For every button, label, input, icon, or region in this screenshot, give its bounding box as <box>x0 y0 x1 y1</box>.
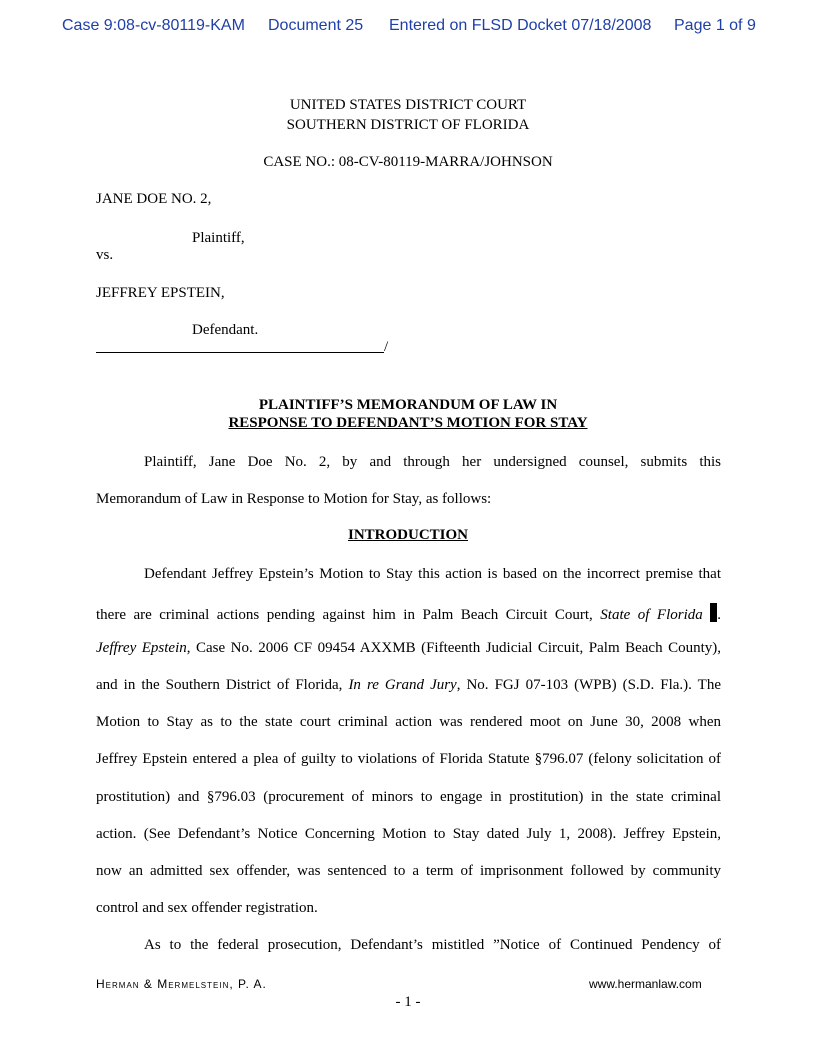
body-line: As to the federal prosecution, Defendant’s mistitled ”Notice of Continued Pendency of <box>144 937 721 953</box>
plaintiff-name: JANE DOE NO. 2, <box>96 191 212 207</box>
header-page-count: Page 1 of 9 <box>674 17 756 34</box>
page-number: - 1 - <box>395 994 421 1010</box>
header-case-number: Case 9:08-cv-80119-KAM <box>62 17 245 34</box>
body-line: Defendant Jeffrey Epstein’s Motion to Stay this action is based on the incorrect premise that <box>144 566 721 582</box>
intro-line-2: Memorandum of Law in Response to Motion for Stay, as follows: <box>96 491 492 507</box>
plaintiff-role: Plaintiff, <box>192 230 245 246</box>
header-document-number: Document 25 <box>268 17 364 34</box>
footer-website: www.hermanlaw.com <box>589 977 702 991</box>
footer-firm-name: Herman & Mermelstein, P. A. <box>96 977 267 991</box>
body-line <box>96 677 721 694</box>
memorandum-subtitle: RESPONSE TO DEFENDANT’S MOTION FOR STAY <box>228 415 588 431</box>
header-docket-entry: Entered on FLSD Docket 07/18/2008 <box>389 17 652 34</box>
body-line: now an admitted sex offender, was sentenced to a term of imprisonment followed by community <box>96 863 721 879</box>
body-line: control and sex offender registration. <box>96 900 318 916</box>
body-text: , Case No. 2006 CF 09454 AXXMB (Fifteenth Judicial Circuit, Palm Beach County), <box>186 640 722 656</box>
defendant-name: JEFFREY EPSTEIN, <box>96 285 225 301</box>
body-text: there are criminal actions pending against him in Palm Beach Circuit Court, <box>96 607 601 623</box>
court-district: SOUTHERN DISTRICT OF FLORIDA <box>286 117 530 133</box>
caption-divider-line <box>96 352 384 353</box>
case-name-italic: In re Grand Jury <box>348 677 457 693</box>
body-text: , No. FGJ 07-103 (WPB) (S.D. Fla.). The <box>456 677 721 693</box>
court-name: UNITED STATES DISTRICT COURT <box>289 97 527 113</box>
case-name-italic: Jeffrey Epstein <box>96 640 187 656</box>
case-name-italic: State of Florida <box>600 607 703 623</box>
body-text: . <box>717 607 722 623</box>
body-line <box>96 603 721 624</box>
caption-slash: / <box>384 339 389 355</box>
body-line: Motion to Stay as to the state court criminal action was rendered moot on June 30, 2008 when <box>96 714 721 730</box>
defendant-role: Defendant. <box>192 322 259 338</box>
case-number: CASE NO.: 08-CV-80119-MARRA/JOHNSON <box>263 154 553 170</box>
versus: vs. <box>96 247 114 263</box>
body-line: Jeffrey Epstein entered a plea of guilty to violations of Florida Statute §796.07 (felony solicitation of <box>96 751 721 767</box>
body-line <box>96 640 721 657</box>
body-text: and in the Southern District of Florida, <box>96 677 349 693</box>
section-heading-introduction: INTRODUCTION <box>347 527 468 543</box>
memorandum-title: PLAINTIFF’S MEMORANDUM OF LAW IN <box>258 397 558 413</box>
body-line: action. (See Defendant’s Notice Concerning Motion to Stay dated July 1, 2008). Jeffrey Epstein, <box>96 826 721 842</box>
body-line: prostitution) and §796.03 (procurement of minors to engage in prostitution) in the state criminal <box>96 789 721 805</box>
intro-line-1: Plaintiff, Jane Doe No. 2, by and through her undersigned counsel, submits this <box>144 454 721 470</box>
